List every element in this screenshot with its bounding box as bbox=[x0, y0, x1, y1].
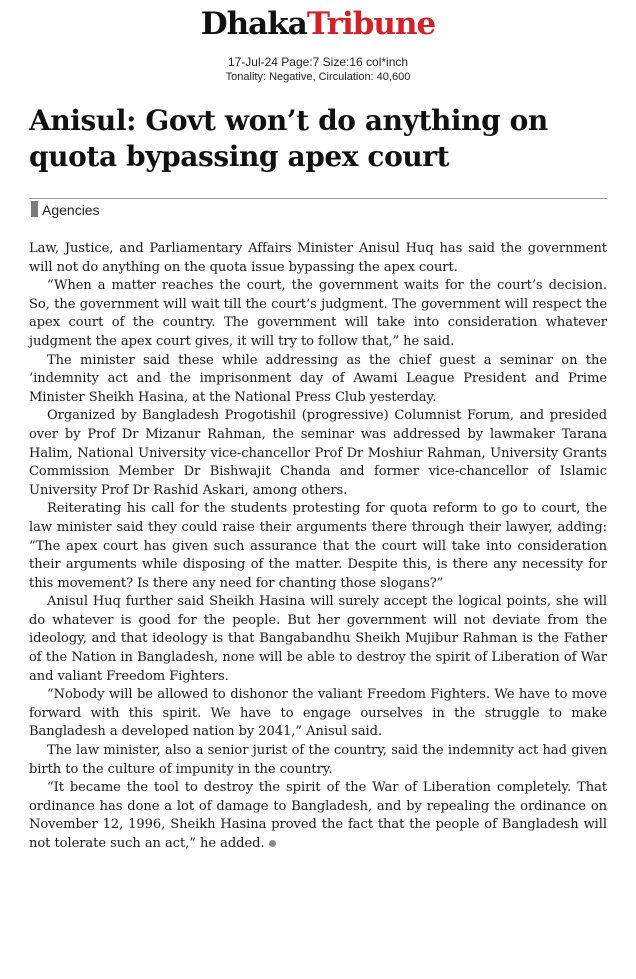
article-paragraph-2: “When a matter reaches the court, the government waits for the court’s decision. So, the government will wait till the court’s judgment. The government will respect the apex court of the country. The government will take into consideration whatever judgment the apex court gives, it will try to follow that,” he said. bbox=[29, 278, 607, 349]
article-headline: Anisul: Govt won’t do anything on quota bypassing apex court bbox=[29, 104, 548, 173]
article-byline: Agencies bbox=[42, 202, 100, 218]
article-paragraph-4: Organized by Bangladesh Progotishil (progressive) Columnist Forum, and presided over by Prof Dr Mizanur Rahman, the seminar was addressed by lawmaker Tarana Halim, National University vice-chancellor Prof Dr Moshiur Rahman, University Grants Commission Member Dr Bishwajit Chanda and former vice-chancellor of Islamic University Prof Dr Rashid Askari, among others. bbox=[29, 408, 607, 498]
article-paragraph-7: “Nobody will be allowed to dishonor the valiant Freedom Fighters. We have to move forward with this spirit. We have to engage ourselves in the struggle to make Bangladesh a developed nation by 2041,” Anisul said. bbox=[29, 687, 607, 740]
article-end-mark bbox=[269, 840, 276, 847]
article-paragraph-1: Law, Justice, and Parliamentary Affairs Minister Anisul Huq has said the government will not do anything on the quota issue bypassing the apex court. bbox=[29, 241, 607, 275]
article-paragraph-9 bbox=[29, 779, 607, 853]
article-paragraph-5: Reiterating his call for the students protesting for quota reform to go to court, the law minister said they could raise their arguments there through their lawyer, adding: “The apex court has given such assurance that the court will take into consideration their arguments while disposing of the matter. Despite this, is there any necessity for this movement? Is there any need for chanting those slogans?” bbox=[29, 501, 607, 591]
article-paragraph-3: The minister said these while addressing as the chief guest a seminar on the ‘indemnity act and the imprisonment day of Awami League President and Prime Minister Sheikh Hasina, at the National Press Club yesterday. bbox=[29, 352, 607, 405]
article-paragraph-9-text: “It became the tool to destroy the spirit of the War of Liberation completely. That ordinance has done a lot of damage to Bangladesh, and by repealing the ordinance on November 12, 1996, Sheikh Hasina proved the fact that the people of Bangladesh will not tolerate such an act,” he added. bbox=[29, 780, 607, 851]
article-paragraph-8: The law minister, also a senior jurist of the country, said the indemnity act had given birth to the culture of impunity in the country. bbox=[29, 743, 607, 777]
masthead-tribune: Tribune bbox=[306, 6, 436, 42]
clip-meta-tonality-circulation: Tonality: Negative, Circulation: 40,600 bbox=[225, 71, 411, 83]
masthead-dhaka: Dhaka bbox=[200, 6, 307, 42]
byline-marker bbox=[31, 201, 38, 217]
byline-divider bbox=[29, 198, 607, 199]
newspaper-masthead bbox=[0, 6, 636, 42]
article-body bbox=[29, 240, 607, 854]
clip-meta-date-page-size: 17-Jul-24 Page:7 Size:16 col*inch bbox=[227, 55, 409, 69]
article-paragraph-6: Anisul Huq further said Sheikh Hasina will surely accept the logical points, she will do whatever is good for the people. But her government will not deviate from the ideology, and that ideology is that Bangabandhu Sheikh Mujibur Rahman is the Father of the Nation in Bangladesh, none will be able to destroy the spirit of Liberation of War and valiant Freedom Fighters. bbox=[29, 594, 607, 684]
